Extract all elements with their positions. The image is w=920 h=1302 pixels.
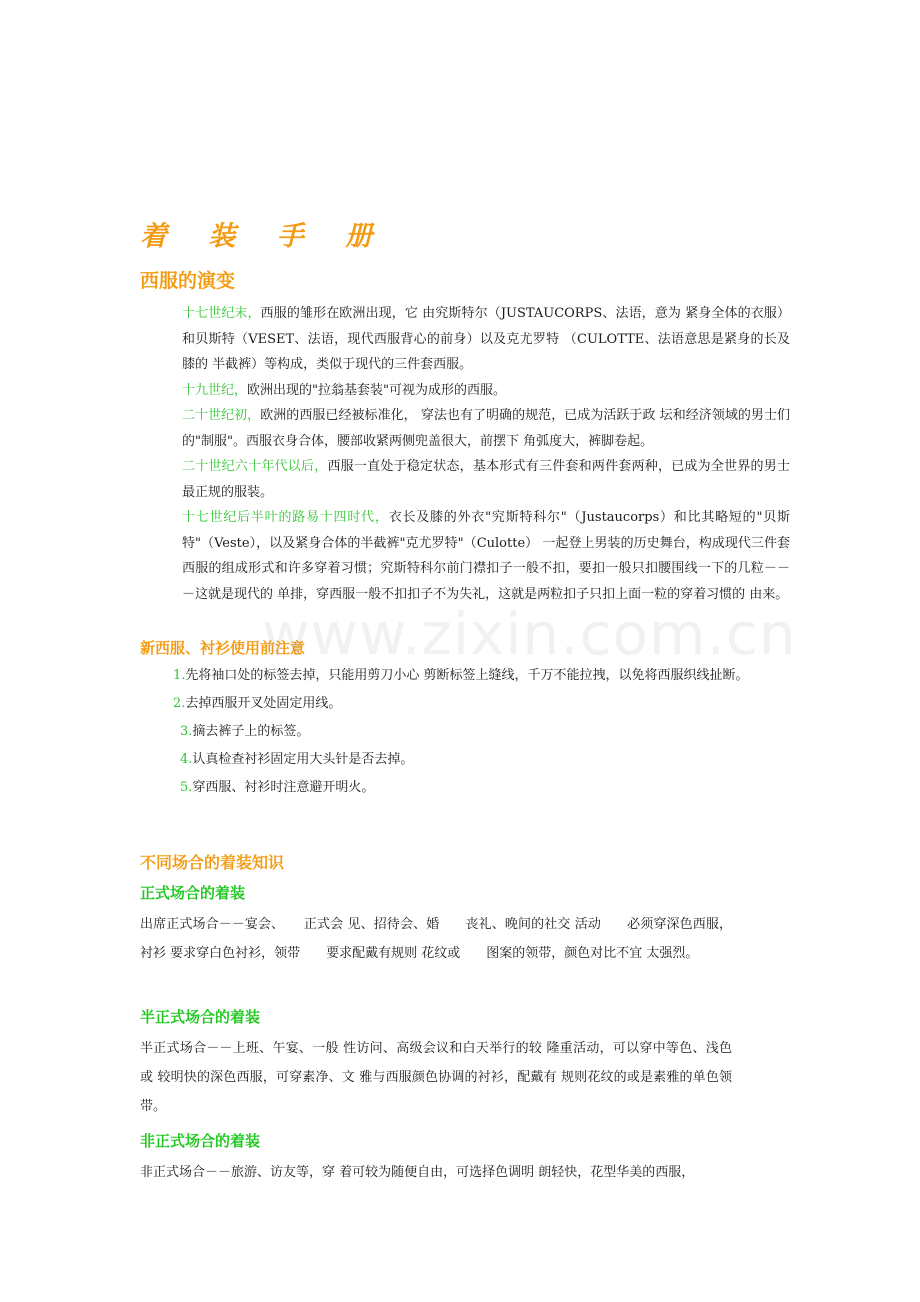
section-heading-evolution: 西服的演变: [140, 270, 236, 292]
era-label: 十七世纪末，: [182, 306, 261, 321]
list-item: [173, 694, 341, 714]
list-item: [180, 778, 374, 798]
list-item: [180, 750, 413, 770]
evolution-text: 西服的雏形在欧洲出现，它 由究斯特尔（JUSTAUCORPS、法语，意为 紧身全体的衣服）和贝斯特（VESET、法语，现代西服背心的前身）以及克尤罗特 （CULOTTE、法语意思是紧身的长及膝的 半截裤）等构成，类似于现代的三件套西服。: [182, 306, 790, 372]
section-heading-occasions: 不同场合的着装知识: [140, 853, 285, 872]
document-title: 着 装 手 册: [140, 221, 389, 252]
informal-paragraph: [140, 1158, 732, 1187]
list-item: [180, 722, 309, 742]
formal-paragraph: [140, 910, 732, 968]
evolution-paragraph: [182, 301, 790, 378]
evolution-text: 西服一直处于稳定状态，基本形式有三件套和两件套两种，已成为全世界的男士最正规的服装。: [182, 459, 790, 500]
formal-text: 出席正式场合－－宴会、 正式会 见、招待会、婚 丧礼、晚间的社交 活动 必须穿深色西服，衬衫 要求穿白色衬衫，领带 要求配戴有规则 花纹或 图案的领带，颜色对比不宜 太强烈。: [140, 917, 732, 961]
list-text: 认真检查衬衫固定用大头针是否去掉。: [192, 752, 414, 767]
list-text: 摘去裤子上的标签。: [192, 724, 310, 739]
list-number: 2.: [173, 696, 186, 711]
era-label: 二十世纪六十年代以后，: [182, 459, 328, 474]
evolution-text: 欧洲的西服已经被标准化， 穿法也有了明确的规范，已成为活跃于政 坛和经济领域的男士们的"制服"。西服衣身合体，腰部收紧两侧兜盖很大，前摆下 角弧度大，裤脚卷起。: [182, 408, 790, 449]
evolution-paragraph: [182, 454, 790, 505]
list-text: 穿西服、衬衫时注意避开明火。: [192, 780, 375, 795]
list-number: 3.: [180, 724, 193, 739]
section-heading-tips: 新西服、衬衫使用前注意: [140, 639, 306, 657]
semi-formal-text: 半正式场合－－上班、午宴、一般 性访问、高级会议和白天举行的较 隆重活动，可以穿中等色、浅色或 较明快的深色西服，可穿素净、文 雅与西服颜色协调的衬衫，配戴有 规则花纹的或是素雅的单色领带。: [140, 1041, 732, 1114]
evolution-paragraph: [182, 505, 790, 607]
semi-formal-paragraph: [140, 1034, 732, 1121]
evolution-text: 衣长及膝的外衣"究斯特科尔"（Justaucorps）和比其略短的"贝斯特"（Veste），以及紧身合体的半截裤"克尤罗特"（Culotte） 一起登上男装的历史舞台，构成现代三件套西服的组成形式和许多穿着习惯；究斯特科尔前门襟扣子一般不扣，要扣一般只扣腰围线一下的几粒－－－这就是现代的 单排，穿西服一般不扣扣子不为失礼，这就是两粒扣子只扣上面一粒的穿着习惯的 由来。: [182, 510, 790, 602]
list-number: 5.: [180, 780, 193, 795]
evolution-paragraph: [182, 403, 790, 454]
evolution-text: 欧洲出现的"拉翁基套装"可视为成形的西服。: [247, 382, 506, 398]
list-text: 先将袖口处的标签去掉，只能用剪刀小心 剪断标签上缝线，千万不能拉拽，以免将西服织线扯断。: [185, 668, 749, 683]
list-text: 去掉西服开叉处固定用线。: [185, 696, 342, 711]
list-number: 1.: [173, 668, 186, 683]
subheading-informal: 非正式场合的着装: [140, 1132, 261, 1150]
list-number: 4.: [180, 752, 193, 767]
informal-text: 非正式场合－－旅游、访友等，穿 着可较为随便自由，可选择色调明 朗轻快，花型华美的西服，: [140, 1165, 695, 1180]
list-item: [173, 666, 749, 686]
evolution-body: [182, 301, 790, 607]
era-label: 二十世纪初，: [182, 408, 261, 423]
era-label: 十九世纪，: [182, 382, 248, 398]
era-label: 十七世纪后半叶的路易十四时代，: [182, 510, 389, 525]
watermark: www.zixin.com.cn: [262, 600, 797, 668]
subheading-semi-formal: 半正式场合的着装: [140, 1008, 261, 1026]
evolution-paragraph: [182, 378, 790, 404]
subheading-formal: 正式场合的着装: [140, 884, 246, 902]
